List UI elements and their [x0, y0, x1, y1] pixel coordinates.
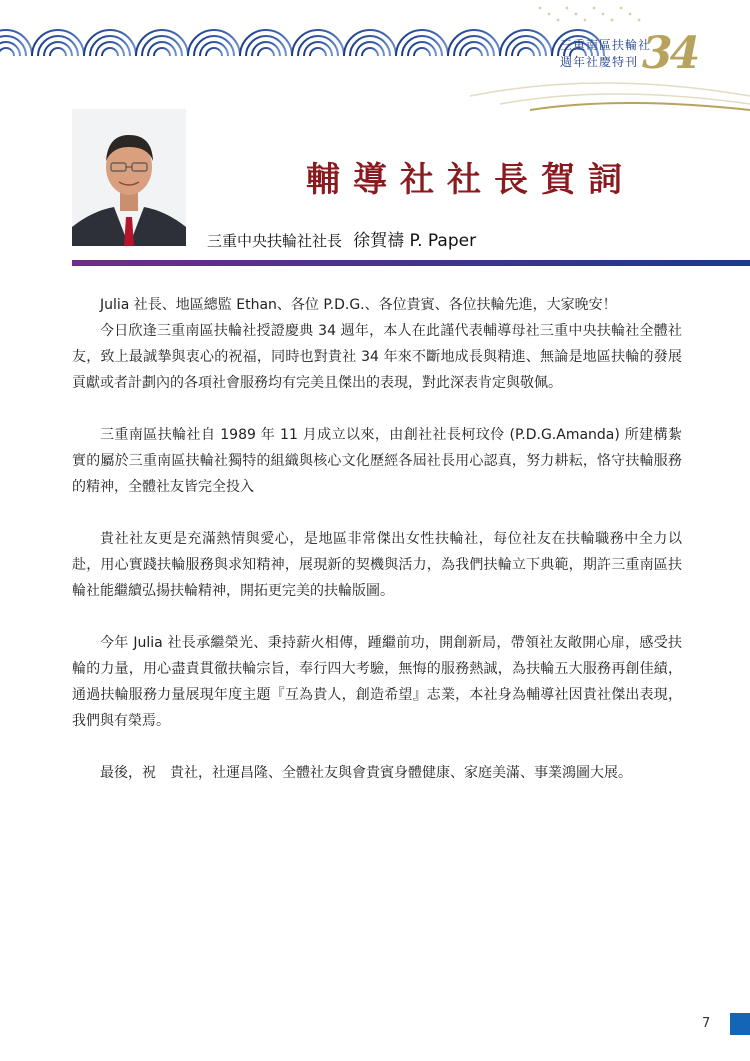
paragraph-gap	[72, 500, 682, 526]
wave-arc	[188, 30, 240, 56]
wave-arc	[310, 48, 326, 56]
body-paragraph: 今日欣逢三重南區扶輪社授證慶典 34 週年，本人在此謹代表輔導母社三重中央扶輪社全體社友，致上最誠摯與衷心的祝福，同時也對貴社 34 年來不斷地成長與精進、無論是地區扶輪的發展貢獻或者計劃內的各項社會服務均有完美且傑出的表現，對此深表肯定與敬佩。	[72, 323, 682, 391]
decor-dot	[539, 7, 542, 10]
wave-arc	[102, 48, 118, 56]
decor-dot	[593, 7, 596, 10]
wave-arc	[362, 48, 378, 56]
decor-dot	[557, 19, 560, 22]
section-divider	[72, 260, 750, 266]
wave-arc	[50, 48, 66, 56]
wave-arc	[206, 48, 222, 56]
decor-dot	[584, 19, 587, 22]
wave-arc	[466, 48, 482, 56]
wave-arc	[0, 48, 14, 56]
decor-dot	[548, 13, 551, 16]
decor-dot	[620, 7, 623, 10]
author-byline	[207, 226, 476, 251]
decor-dot	[575, 13, 578, 16]
wave-arc	[414, 48, 430, 56]
paragraph-gap	[72, 604, 682, 630]
portrait-illustration	[72, 109, 186, 246]
badge-anniversary-number: 34	[642, 28, 698, 79]
paragraph-gap	[72, 396, 682, 422]
decor-dot	[611, 19, 614, 22]
wave-arc	[154, 48, 170, 56]
paragraph-gap	[72, 734, 682, 760]
wave-arc	[518, 48, 534, 56]
portrait-photo	[72, 109, 186, 246]
body-paragraph: 三重南區扶輪社自 1989 年 11 月成立以來，由創社社長柯玟伶 (P.D.G.Amanda) 所建構紮實的屬於三重南區扶輪社獨特的組織與核心文化歷經各屆社長用心認真，努力耕耘，恪守扶輪服務的精神，全體社友皆完全投入	[72, 427, 682, 495]
decor-dot	[602, 13, 605, 16]
body-paragraph: 最後，祝 貴社，社運昌隆、全體社友與會貴賓身體健康、家庭美滿、事業鴻圖大展。	[100, 765, 632, 781]
page-title: 輔導社社長賀詞	[306, 160, 635, 200]
decor-dot	[566, 7, 569, 10]
body-paragraph: Julia 社長、地區總監 Ethan、各位 P.D.G.、各位貴賓、各位扶輪先進，大家晚安！	[100, 297, 617, 313]
page-number: 7	[702, 1016, 711, 1031]
body-paragraph: 今年 Julia 社長承繼榮光、秉持薪火相傳，踵繼前功，開創新局，帶領社友敞開心扉，感受扶輪的力量，用心盡責貫徹扶輪宗旨，奉行四大考驗，無悔的服務熱誠，為扶輪五大服務再創佳績，通過扶輪服務力量展現年度主題『互為貴人，創造希望』志業，本社身為輔導社因貴社傑出表現，我們與有榮焉。	[72, 635, 682, 729]
decor-dot	[629, 13, 632, 16]
wave-arc	[258, 48, 274, 56]
author-organization: 三重中央扶輪社社長	[207, 232, 343, 250]
body-paragraph: 貴社社友更是充滿熱情與愛心，是地區非常傑出女性扶輪社，每位社友在扶輪職務中全力以赴，用心實踐扶輪服務與求知精神，展現新的契機與活力，為我們扶輪立下典範，期許三重南區扶輪社能繼續弘揚扶輪精神，開拓更完美的扶輪版圖。	[72, 531, 682, 599]
author-name: 徐賀禱 P. Paper	[353, 231, 477, 251]
badge-club-name: 三重南區扶輪社	[560, 38, 652, 52]
decor-dot	[638, 19, 641, 22]
page-corner-tab	[730, 1013, 750, 1035]
letter-body	[72, 292, 682, 786]
anniversary-badge	[560, 28, 750, 96]
badge-issue-name: 週年社慶特刊	[560, 55, 639, 69]
